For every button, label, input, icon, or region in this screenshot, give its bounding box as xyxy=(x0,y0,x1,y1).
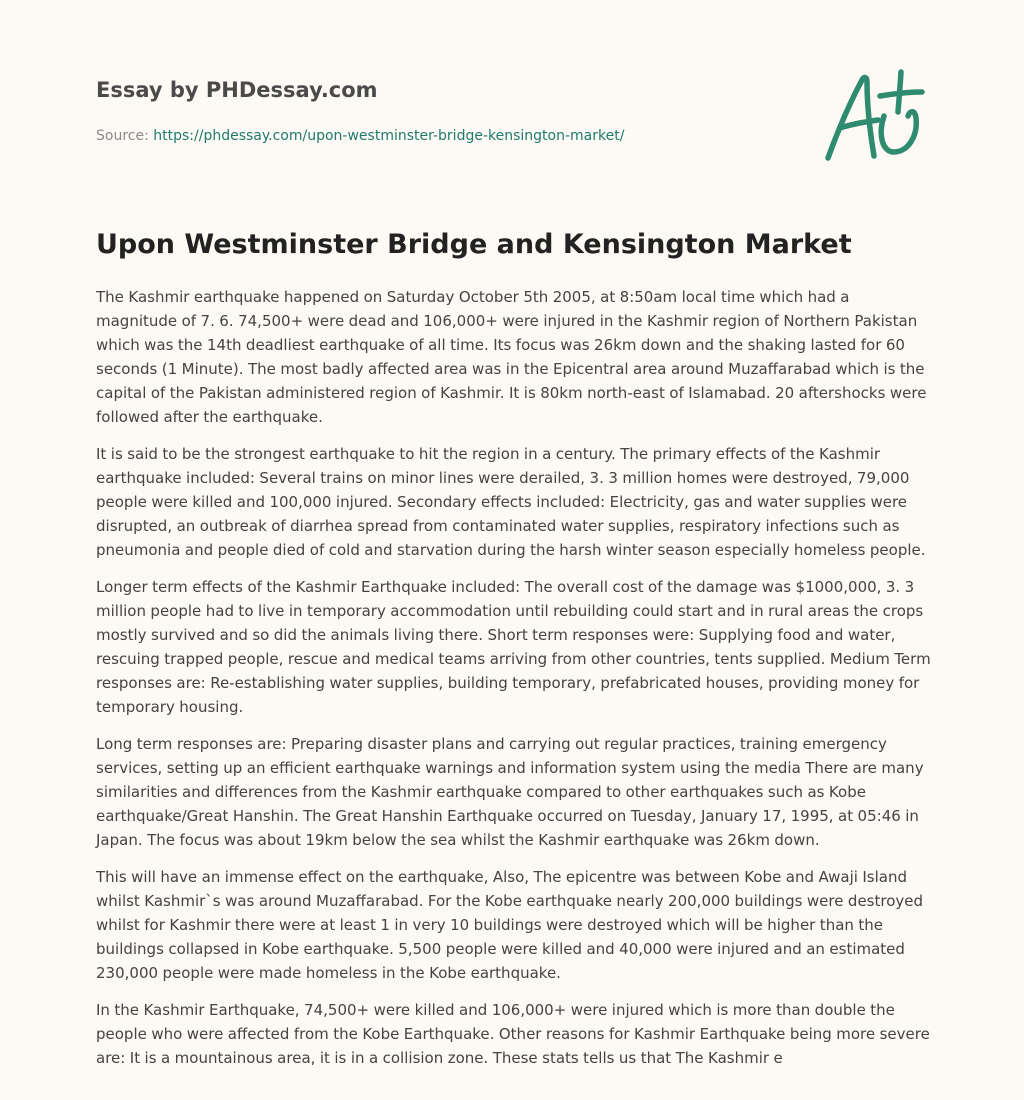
a-plus-grade-logo-icon xyxy=(818,66,930,166)
essay-paragraph: This will have an immense effect on the earthquake, Also, The epicentre was between Kobe and Awaji Island whilst Kashmir`s was around Muzaffarabad. For the Kobe earthquake nearly 200,000 buildings were destroyed whilst for Kashmir there were at least 1 in very 10 buildings were destroyed which will be higher than the buildings collapsed in Kobe earthquake. 5,500 people were killed and 40,000 were injured and an estimated 230,000 people were made homeless in the Kobe earthquake. xyxy=(96,868,924,982)
essay-title: Upon Westminster Bridge and Kensington Market xyxy=(96,229,852,260)
essay-paragraph: The Kashmir earthquake happened on Saturday October 5th 2005, at 8:50am local time which had a magnitude of 7. 6. 74,500+ were dead and 106,000+ were injured in the Kashmir region of Northern Pakistan which was the 14th deadliest earthquake of all time. Its focus was 26km down and the shaking lasted for 60 seconds (1 Minute). The most badly affected area was in the Epicentral area around Muzaffarabad which is the capital of the Pakistan administered region of Kashmir. It is 80km north-east of Islamabad. 20 aftershocks were followed after the earthquake. xyxy=(96,288,927,426)
source-link[interactable]: https://phdessay.com/upon-westminster-bridge-kensington-market/ xyxy=(153,128,625,144)
essay-paragraph: Long term responses are: Preparing disaster plans and carrying out regular practices, training emergency services, setting up an efficient earthquake warnings and information system using the media There are many similarities and differences from the Kashmir earthquake compared to other earthquakes such as Kobe earthquake/Great Hanshin. The Great Hanshin Earthquake occurred on Tuesday, January 17, 1995, at 05:46 in Japan. The focus was about 19km below the sea whilst the Kashmir earthquake was 26km down. xyxy=(96,735,924,849)
essay-body xyxy=(96,285,932,1083)
site-brand: Essay by PHDessay.com xyxy=(96,78,378,102)
source-label: Source: xyxy=(96,128,154,144)
essay-paragraph: Longer term effects of the Kashmir Earthquake included: The overall cost of the damage was $1000,000, 3. 3 million people had to live in temporary accommodation until rebuilding could start and in rural areas the crops mostly survived and so did the animals living there. Short term responses were: Supplying food and water, rescuing trapped people, rescue and medical teams arriving from other countries, tents supplied. Medium Term responses are: Re-establishing water supplies, building temporary, prefabricated houses, providing money for temporary housing. xyxy=(96,578,931,716)
essay-paragraph: In the Kashmir Earthquake, 74,500+ were killed and 106,000+ were injured which is more than double the people who were affected from the Kobe Earthquake. Other reasons for Kashmir Earthquake being more severe are: It is a mountainous area, it is in a collision zone. These stats tells us that The Kashmir e xyxy=(96,1001,930,1067)
source-line xyxy=(96,126,796,146)
site-header xyxy=(96,76,796,146)
essay-paragraph: It is said to be the strongest earthquake to hit the region in a century. The primary effects of the Kashmir earthquake included: Several trains on minor lines were derailed, 3. 3 million homes were destroyed, 79,000 people were killed and 100,000 injured. Secondary effects included: Electricity, gas and water supplies were disrupted, an outbreak of diarrhea spread from contaminated water supplies, respiratory infections such as pneumonia and people died of cold and starvation during the harsh winter season especially homeless people. xyxy=(96,445,926,559)
